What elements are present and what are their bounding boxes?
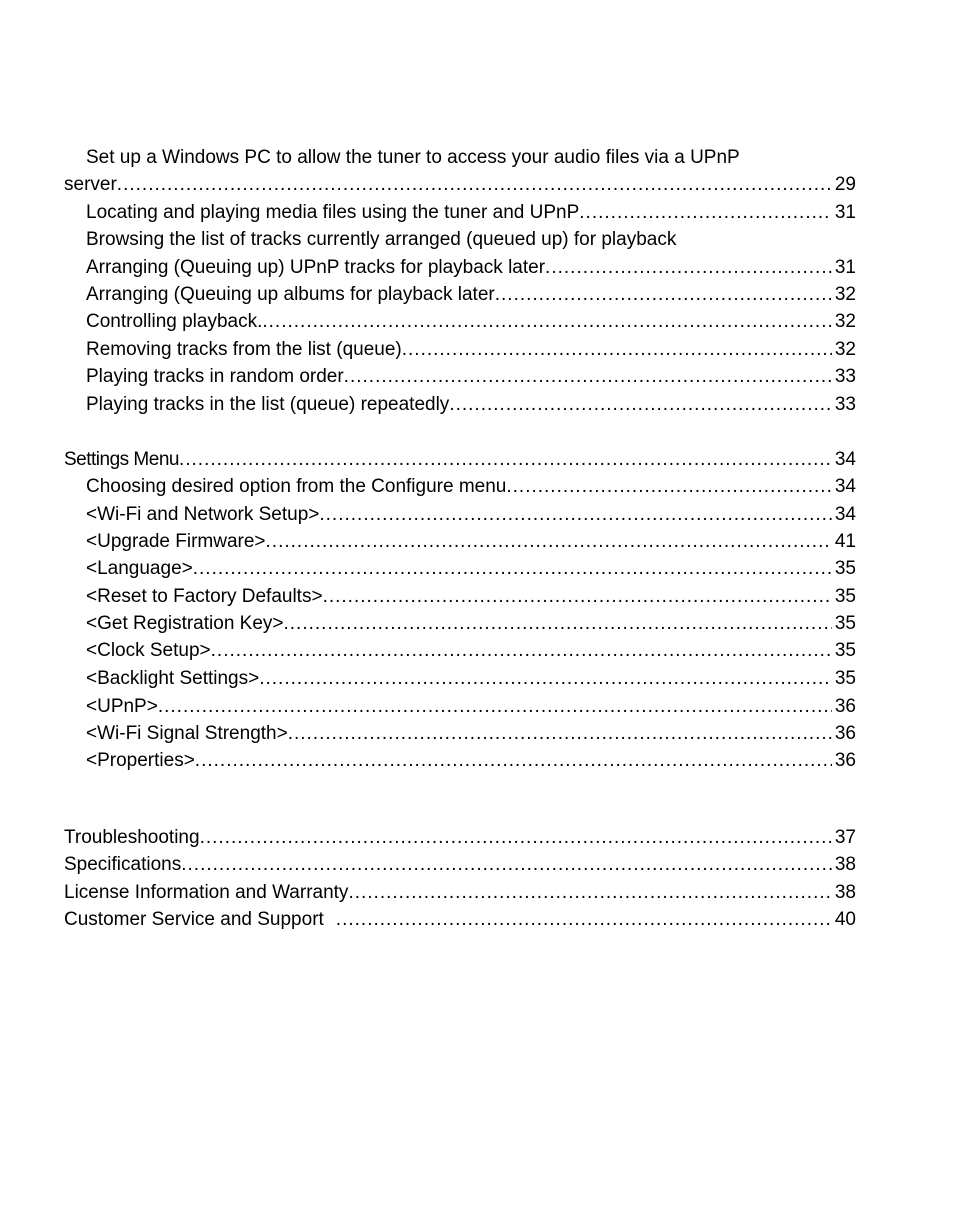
toc-page-number: 33 (834, 366, 856, 387)
toc-entry-firmware[interactable] (86, 529, 856, 555)
toc-entry-label: <Get Registration Key> (86, 613, 284, 634)
dot-leader (117, 172, 832, 198)
toc-entry-reset[interactable] (86, 584, 856, 610)
toc-entry-random[interactable] (86, 364, 856, 390)
toc-entry-label: Arranging (Queuing up) UPnP tracks for playback later (86, 257, 546, 278)
toc-page-number: 34 (834, 476, 856, 497)
toc-entry-label: Browsing the list of tracks currently arranged (queued up) for playback (86, 229, 677, 250)
toc-entry-upnp-server[interactable] (64, 172, 856, 198)
toc-entry-controlling[interactable] (86, 309, 856, 335)
toc-entry-choosing[interactable] (86, 474, 856, 500)
dot-leader (323, 584, 832, 610)
toc-page-number: 37 (834, 827, 856, 848)
dot-leader (336, 907, 832, 933)
toc-entry-upnp-server-line1 (86, 145, 740, 171)
dot-leader (266, 529, 832, 555)
toc-entry-troubleshooting[interactable] (64, 825, 856, 851)
toc-page-number: 41 (834, 531, 856, 552)
toc-entry-signal[interactable] (86, 721, 856, 747)
dot-leader (288, 721, 832, 747)
toc-entry-label: <Wi-Fi and Network Setup> (86, 504, 320, 525)
toc-page-number: 35 (834, 613, 856, 634)
toc-entry-browsing[interactable] (86, 227, 676, 253)
toc-entry-repeat[interactable] (86, 392, 856, 418)
toc-section-label: Settings Menu (64, 449, 179, 470)
toc-page-number: 32 (834, 339, 856, 360)
toc-entry-wifi-setup[interactable] (86, 502, 856, 528)
dot-leader (181, 852, 832, 878)
toc-entry-label: <Backlight Settings> (86, 668, 260, 689)
toc-entry-support[interactable] (64, 907, 856, 933)
dot-leader (284, 611, 832, 637)
toc-page-number: 36 (834, 750, 856, 771)
toc-entry-label: Playing tracks in random order (86, 366, 344, 387)
toc-page-number: 33 (834, 394, 856, 415)
dot-leader (179, 447, 832, 473)
toc-entry-label: <Properties> (86, 750, 195, 771)
dot-leader (348, 880, 831, 906)
toc-page-number: 29 (834, 174, 856, 195)
toc-page-number: 32 (834, 311, 856, 332)
toc-entry-label: <Reset to Factory Defaults> (86, 586, 323, 607)
toc-page-number: 32 (834, 284, 856, 305)
toc-entry-label: <Wi-Fi Signal Strength> (86, 723, 288, 744)
dot-leader (545, 255, 832, 281)
toc-entry-label: Controlling playback. (86, 311, 263, 332)
toc-page-number: 36 (834, 696, 856, 717)
toc-entry-specifications[interactable] (64, 852, 856, 878)
dot-leader (319, 502, 831, 528)
toc-page-number: 36 (834, 723, 856, 744)
toc-entry-label: <Upgrade Firmware> (86, 531, 266, 552)
toc-entry-label: <Language> (86, 558, 193, 579)
toc-entry-clock[interactable] (86, 638, 856, 664)
toc-entry-language[interactable] (86, 556, 856, 582)
toc-entry-arranging-albums[interactable] (86, 282, 856, 308)
toc-page-number: 34 (834, 449, 856, 470)
toc-entry-label: Arranging (Queuing up albums for playback later (86, 284, 495, 305)
toc-entry-label: Customer Service and Support (64, 909, 324, 930)
toc-entry-removing[interactable] (86, 337, 856, 363)
toc-entry-locating[interactable] (86, 200, 856, 226)
toc-entry-upnp[interactable] (86, 694, 856, 720)
toc-entry-license[interactable] (64, 880, 856, 906)
toc-page-number: 34 (834, 504, 856, 525)
toc-entry-label: Choosing desired option from the Configure menu (86, 476, 507, 497)
toc-page-number: 35 (834, 586, 856, 607)
toc-page-number: 35 (834, 668, 856, 689)
toc-entry-arranging-tracks[interactable] (86, 255, 856, 281)
toc-entry-label: License Information and Warranty (64, 882, 349, 903)
toc-entry-settings-menu[interactable] (64, 447, 856, 473)
dot-leader (259, 666, 832, 692)
toc-entry-regkey[interactable] (86, 611, 856, 637)
toc-entry-label: <UPnP> (86, 696, 158, 717)
dot-leader (402, 337, 832, 363)
toc-page-number: 35 (834, 558, 856, 579)
dot-leader (193, 556, 832, 582)
dot-leader (158, 694, 832, 720)
dot-leader (262, 309, 831, 335)
toc-entry-label: server (64, 174, 117, 195)
toc-page-number: 40 (834, 909, 856, 930)
toc-entry-label: Playing tracks in the list (queue) repeatedly (86, 394, 450, 415)
toc-entry-label: Locating and playing media files using the tuner and UPnP (86, 202, 580, 223)
dot-leader (506, 474, 832, 500)
dot-leader (449, 392, 832, 418)
toc-entry-label: Set up a Windows PC to allow the tuner to access your audio files via a UPnP (86, 147, 740, 168)
toc-entry-backlight[interactable] (86, 666, 856, 692)
dot-leader (211, 638, 832, 664)
toc-page-number: 31 (834, 257, 856, 278)
dot-leader (579, 200, 832, 226)
toc-entry-label: <Clock Setup> (86, 640, 211, 661)
toc-page-number: 31 (834, 202, 856, 223)
toc-entry-label: Troubleshooting (64, 827, 200, 848)
toc-entry-label: Specifications (64, 854, 182, 875)
toc-page-number: 38 (834, 882, 856, 903)
toc-entry-properties[interactable] (86, 748, 856, 774)
toc-entry-label: Removing tracks from the list (queue) (86, 339, 402, 360)
dot-leader (344, 364, 832, 390)
toc-page-number: 35 (834, 640, 856, 661)
dot-leader (195, 748, 832, 774)
toc-page-number: 38 (834, 854, 856, 875)
dot-leader (200, 825, 832, 851)
dot-leader (495, 282, 832, 308)
